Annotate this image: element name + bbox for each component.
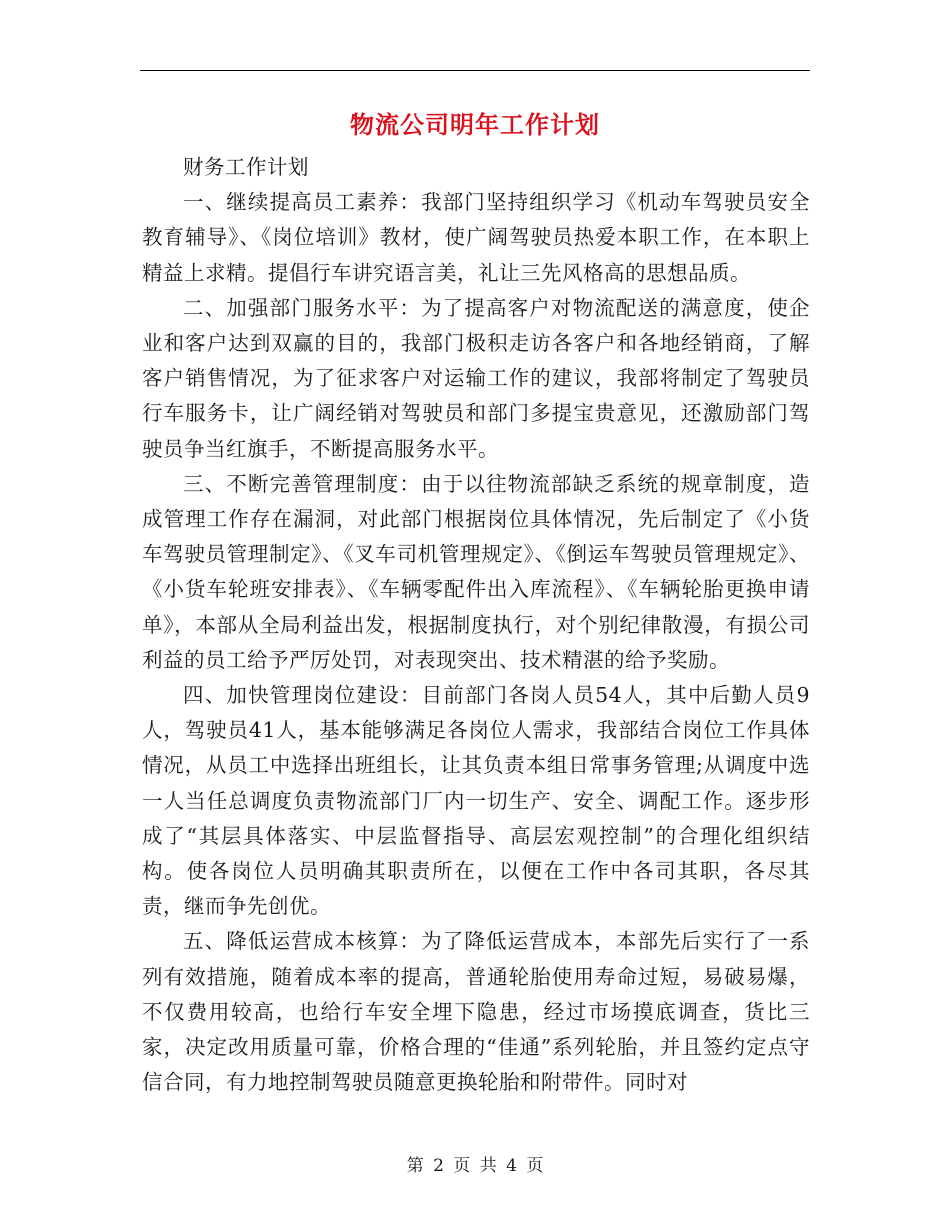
page-number-footer: 第 2 页 共 4 页 bbox=[406, 1156, 544, 1176]
paragraph-4: 四、加快管理岗位建设：目前部门各岗人员54人，其中后勤人员9人，驾驶员41人，基本能够满足各岗位人需求，我部结合岗位工作具体情况，从员工中选择出班组长，让其负责本组日常事务管理;从调度中选一人当任总调度负责物流部门厂内一切生产、安全、调配工作。逐步形成了“其层具体落实、中层监督指导、高层宏观控制”的合理化组织结构。使各岗位人员明确其职责所在，以便在工作中各司其职，各尽其责，继而争先创优。 bbox=[142, 683, 810, 919]
header-rule bbox=[140, 70, 810, 71]
paragraph-3: 三、不断完善管理制度：由于以往物流部缺乏系统的规章制度，造成管理工作存在漏洞，对此部门根据岗位具体情况，先后制定了《小货车驾驶员管理制定》、《叉车司机管理规定》、《倒运车驾驶员管理规定》、《小货车轮班安排表》、《车辆零配件出入库流程》、《车辆轮胎更换申请单》，本部从全局利益出发，根据制度执行，对个别纪律散漫，有损公司利益的员工给予严厉处罚，对表现突出、技术精湛的给予奖励。 bbox=[142, 471, 810, 672]
document-title: 物流公司明年工作计划 bbox=[350, 110, 600, 139]
paragraph-1: 一、继续提高员工素养：我部门坚持组织学习《机动车驾驶员安全教育辅导》、《岗位培训》教材，使广阔驾驶员热爱本职工作，在本职上精益上求精。提倡行车讲究语言美，礼让三先风格高的思想品质。 bbox=[142, 190, 810, 285]
paragraph-2: 二、加强部门服务水平：为了提高客户对物流配送的满意度，使企业和客户达到双赢的目的，我部门极积走访各客户和各地经销商，了解客户销售情况，为了征求客户对运输工作的建议，我部将制定了驾驶员行车服务卡，让广阔经销对驾驶员和部门多提宝贵意见，还激励部门驾驶员争当红旗手，不断提高服务水平。 bbox=[142, 295, 810, 461]
document-body bbox=[142, 150, 810, 1100]
paragraph-section-heading: 财务工作计划 bbox=[183, 155, 309, 179]
paragraph-5: 五、降低运营成本核算：为了降低运营成本，本部先后实行了一系列有效措施，随着成本率的提高，普通轮胎使用寿命过短，易破易爆，不仅费用较高，也给行车安全埋下隐患，经过市场摸底调查，货比三家，决定改用质量可靠，价格合理的“佳通”系列轮胎，并且签约定点守信合同，有力地控制驾驶员随意更换轮胎和附带件。同时对 bbox=[142, 929, 810, 1095]
